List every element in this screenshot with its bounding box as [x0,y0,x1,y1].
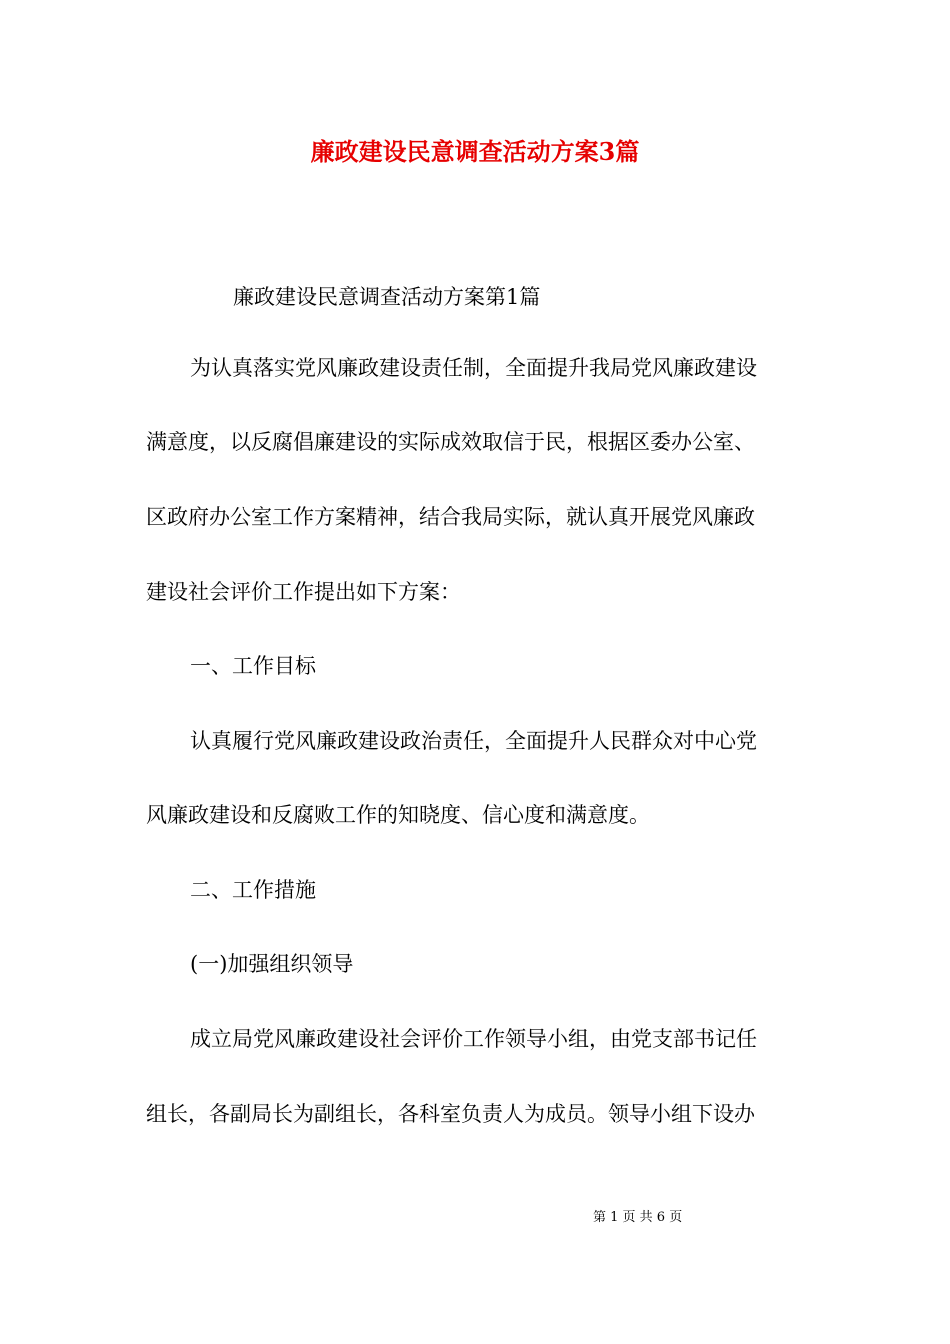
paragraph-line: 认真履行党风廉政建设政治责任，全面提升人民群众对中心党 [190,729,757,753]
page-number: 第 1 页 共 6 页 [593,1210,683,1225]
paragraph-line: 建设社会评价工作提出如下方案： [146,580,461,604]
subheading-goal: 一、工作目标 [190,654,316,678]
paragraph-line: 成立局党风廉政建设社会评价工作领导小组，由党支部书记任 [190,1027,757,1051]
paragraph-line: 组长，各副局长为副组长，各科室负责人为成员。领导小组下设办 [146,1102,755,1126]
document-title: 廉政建设民意调查活动方案3篇 [310,137,640,166]
paragraph-line: 满意度，以反腐倡廉建设的实际成效取信于民，根据区委办公室、 [146,430,755,454]
paragraph-line: 区政府办公室工作方案精神，结合我局实际，就认真开展党风廉政 [146,505,755,529]
paragraph-line: 风廉政建设和反腐败工作的知晓度、信心度和满意度。 [146,803,650,827]
subheading-measures: 二、工作措施 [190,878,316,902]
subheading-organization: (一)加强组织领导 [190,952,354,976]
section-heading: 廉政建设民意调查活动方案第1篇 [233,285,541,309]
paragraph-line: 为认真落实党风廉政建设责任制，全面提升我局党风廉政建设 [190,356,757,380]
